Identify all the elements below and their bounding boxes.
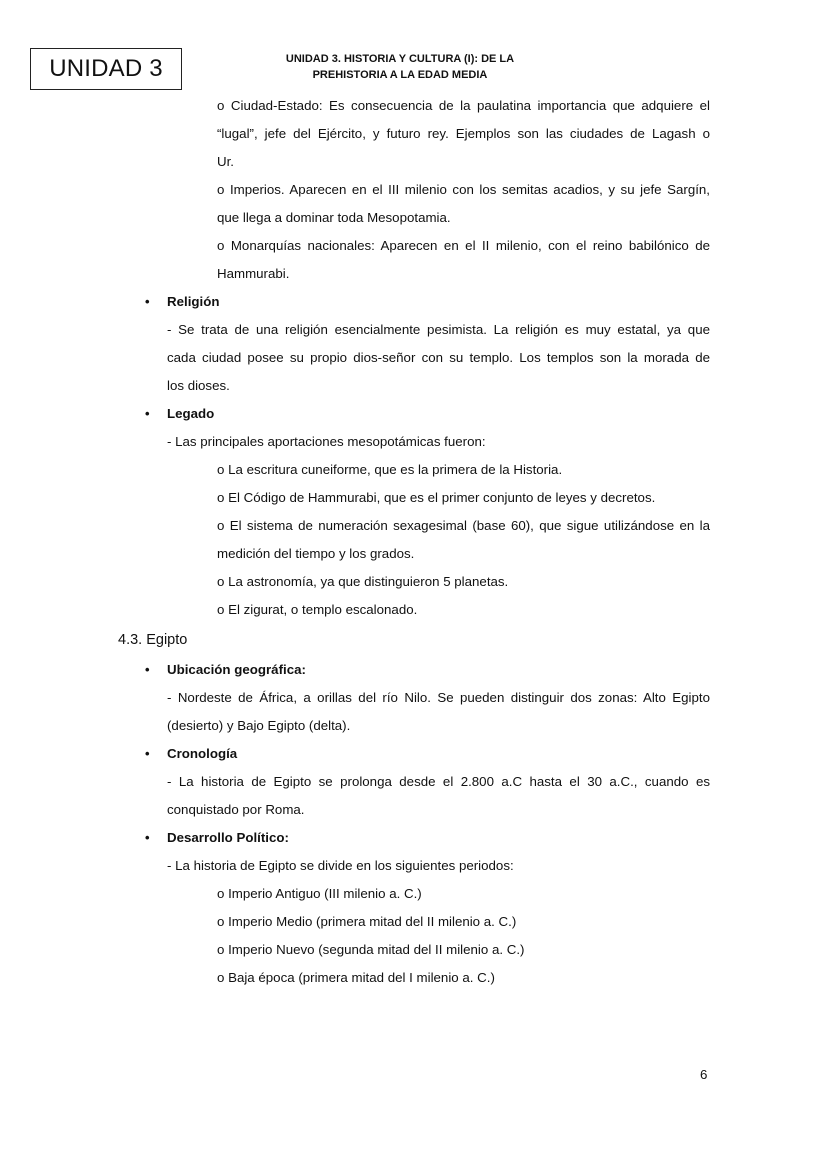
sub-list-item	[217, 484, 710, 512]
bullet-icon: •	[145, 406, 150, 421]
text-line: o El Código de Hammurabi, que es el primer conjunto de leyes y decretos.	[217, 490, 656, 505]
text-line: - Nordeste de África, a orillas del río Nilo. Se pueden distinguir dos zonas: Alto Egipto	[167, 690, 710, 705]
bullet-icon: •	[145, 662, 150, 677]
header-title-line: PREHISTORIA A LA EDAD MEDIA	[312, 69, 488, 81]
text-line: o Imperio Nuevo (segunda mitad del II milenio a. C.)	[217, 942, 525, 957]
text-line: Desarrollo Político:	[167, 830, 289, 845]
sub-list-item	[217, 964, 710, 992]
text-line: o Imperio Medio (primera mitad del II milenio a. C.)	[217, 914, 517, 929]
text-line: - La historia de Egipto se divide en los siguientes periodos:	[167, 858, 514, 873]
text-line: Hammurabi.	[217, 266, 290, 281]
unit-label: UNIDAD 3	[49, 55, 163, 82]
text-line: Cronología	[167, 746, 238, 761]
sub-list-item	[217, 936, 710, 964]
text-line: - Se trata de una religión esencialmente pesimista. La religión es muy estatal, ya que	[167, 322, 710, 337]
sub-list-item	[217, 92, 710, 176]
text-line: Religión	[167, 294, 220, 309]
sub-list-item	[217, 456, 710, 484]
page-number: 6	[700, 1067, 708, 1082]
paragraph	[167, 684, 710, 740]
text-line: o La escritura cuneiforme, que es la primera de la Historia.	[217, 462, 563, 477]
text-line: (desierto) y Bajo Egipto (delta).	[167, 718, 351, 733]
text-line: los dioses.	[167, 378, 230, 393]
text-line: Ur.	[217, 154, 234, 169]
text-line: medición del tiempo y los grados.	[217, 546, 415, 561]
bullet-icon: •	[145, 746, 150, 761]
sub-list-item	[217, 568, 710, 596]
text-line: conquistado por Roma.	[167, 802, 305, 817]
paragraph	[167, 768, 710, 824]
sub-list-item	[217, 512, 710, 568]
paragraph	[167, 852, 710, 880]
sub-list-item	[217, 908, 710, 936]
bullet-icon: •	[145, 830, 150, 845]
unit-label-box	[30, 48, 182, 90]
text-line: o El sistema de numeración sexagesimal (base 60), que sigue utilizándose en la	[217, 518, 710, 533]
text-line: o Imperio Antiguo (III milenio a. C.)	[217, 886, 422, 901]
text-line: - La historia de Egipto se prolonga desde el 2.800 a.C hasta el 30 a.C., cuando es	[167, 774, 710, 789]
text-line: que llega a dominar toda Mesopotamia.	[217, 210, 451, 225]
text-line: Ubicación geográfica:	[167, 662, 306, 677]
text-line: o La astronomía, ya que distinguieron 5 planetas.	[217, 574, 509, 589]
text-line: Legado	[167, 406, 215, 421]
bullet-heading	[145, 400, 710, 428]
sub-list-item	[217, 880, 710, 908]
bullet-heading	[145, 740, 710, 768]
sub-list-item	[217, 176, 710, 232]
text-line: o Ciudad-Estado: Es consecuencia de la paulatina importancia que adquiere el	[217, 98, 710, 113]
bullet-icon: •	[145, 294, 150, 309]
text-line: “lugal”, jefe del Ejército, y futuro rey. Ejemplos son las ciudades de Lagash o	[217, 126, 710, 141]
document-body	[0, 92, 828, 992]
text-line: o Monarquías nacionales: Aparecen en el II milenio, con el reino babilónico de	[217, 238, 710, 253]
text-line: o Baja época (primera mitad del I milenio a. C.)	[217, 970, 495, 985]
bullet-heading	[145, 288, 710, 316]
bullet-heading	[145, 824, 710, 852]
text-line: 4.3. Egipto	[118, 632, 188, 648]
header-title-line: UNIDAD 3. HISTORIA Y CULTURA (I): DE LA	[285, 53, 515, 65]
paragraph	[167, 316, 710, 400]
section-heading	[118, 624, 828, 656]
sub-list-item	[217, 596, 710, 624]
bullet-heading	[145, 656, 710, 684]
text-line: cada ciudad posee su propio dios-señor con su templo. Los templos son la morada de	[167, 350, 710, 365]
text-line: o El zigurat, o templo escalonado.	[217, 602, 418, 617]
sub-list-item	[217, 232, 710, 288]
text-line: - Las principales aportaciones mesopotámicas fueron:	[167, 434, 486, 449]
text-line: o Imperios. Aparecen en el III milenio con los semitas acadios, y su jefe Sargín,	[217, 182, 710, 197]
paragraph	[167, 428, 710, 456]
page-header-title	[250, 51, 550, 83]
